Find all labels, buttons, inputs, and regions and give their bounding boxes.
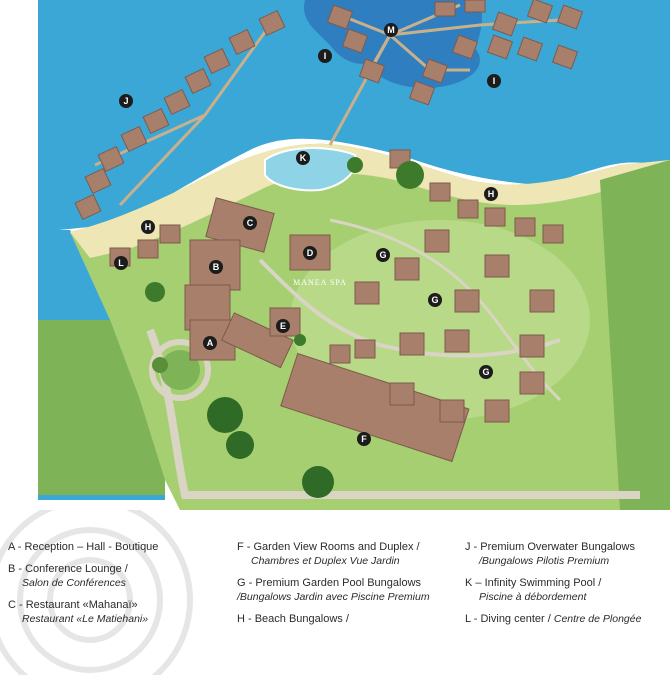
marker-d[interactable] xyxy=(303,246,317,260)
legend-l: L - Diving center / Centre de Plongée xyxy=(465,613,642,625)
legend-g: G - Premium Garden Pool Bungalows /Bungalows Jardin avec Piscine Premium xyxy=(237,577,430,603)
marker-g-2[interactable] xyxy=(428,293,442,307)
svg-text:D: D xyxy=(306,248,314,258)
marker-g-3[interactable] xyxy=(479,365,493,379)
legend-column-3 xyxy=(465,540,670,634)
svg-text:E: E xyxy=(279,321,287,331)
svg-text:B: B xyxy=(212,262,220,272)
svg-text:H: H xyxy=(487,189,495,199)
marker-h-2[interactable] xyxy=(141,220,155,234)
svg-text:G: G xyxy=(482,367,490,377)
legend-b: B - Conference Lounge / Salon de Conférences xyxy=(8,563,128,589)
marker-e[interactable] xyxy=(276,319,290,333)
marker-i-1[interactable] xyxy=(318,49,332,63)
marker-b[interactable] xyxy=(209,260,223,274)
svg-text:J: J xyxy=(123,96,129,106)
svg-text:M: M xyxy=(387,25,395,35)
legend-h: H - Beach Bungalows / xyxy=(237,613,349,625)
legend-k: K – Infinity Swimming Pool / Piscine à débordement xyxy=(465,577,602,603)
marker-f[interactable] xyxy=(357,432,371,446)
marker-l[interactable] xyxy=(114,256,128,270)
marker-c[interactable] xyxy=(243,216,257,230)
svg-text:I: I xyxy=(492,76,496,86)
svg-text:F: F xyxy=(361,434,367,444)
legend-j: J - Premium Overwater Bungalows /Bungalows Pilotis Premium xyxy=(465,541,635,567)
legend-c: C - Restaurant «Mahanaï» Restaurant «Le Matiehani» xyxy=(8,599,149,625)
svg-text:G: G xyxy=(431,295,439,305)
marker-i-2[interactable] xyxy=(487,74,501,88)
svg-text:G: G xyxy=(379,250,387,260)
marker-k[interactable] xyxy=(296,151,310,165)
svg-text:I: I xyxy=(323,51,327,61)
svg-text:C: C xyxy=(246,218,254,228)
spa-label: MANEA SPA xyxy=(293,278,347,287)
legend-column-1 xyxy=(8,540,228,634)
marker-a[interactable] xyxy=(203,336,217,350)
marker-h-1[interactable] xyxy=(484,187,498,201)
map-legend xyxy=(0,510,670,675)
legend-column-2 xyxy=(237,540,462,634)
marker-m[interactable] xyxy=(384,23,398,37)
svg-text:H: H xyxy=(144,222,152,232)
svg-text:L: L xyxy=(118,258,124,268)
marker-g-1[interactable] xyxy=(376,248,390,262)
legend-f: F - Garden View Rooms and Duplex / Chambres et Duplex Vue Jardin xyxy=(237,541,420,567)
marker-j[interactable] xyxy=(119,94,133,108)
svg-text:A: A xyxy=(206,338,214,348)
legend-a: A - Reception – Hall - Boutique xyxy=(8,541,159,553)
svg-text:K: K xyxy=(299,153,307,163)
